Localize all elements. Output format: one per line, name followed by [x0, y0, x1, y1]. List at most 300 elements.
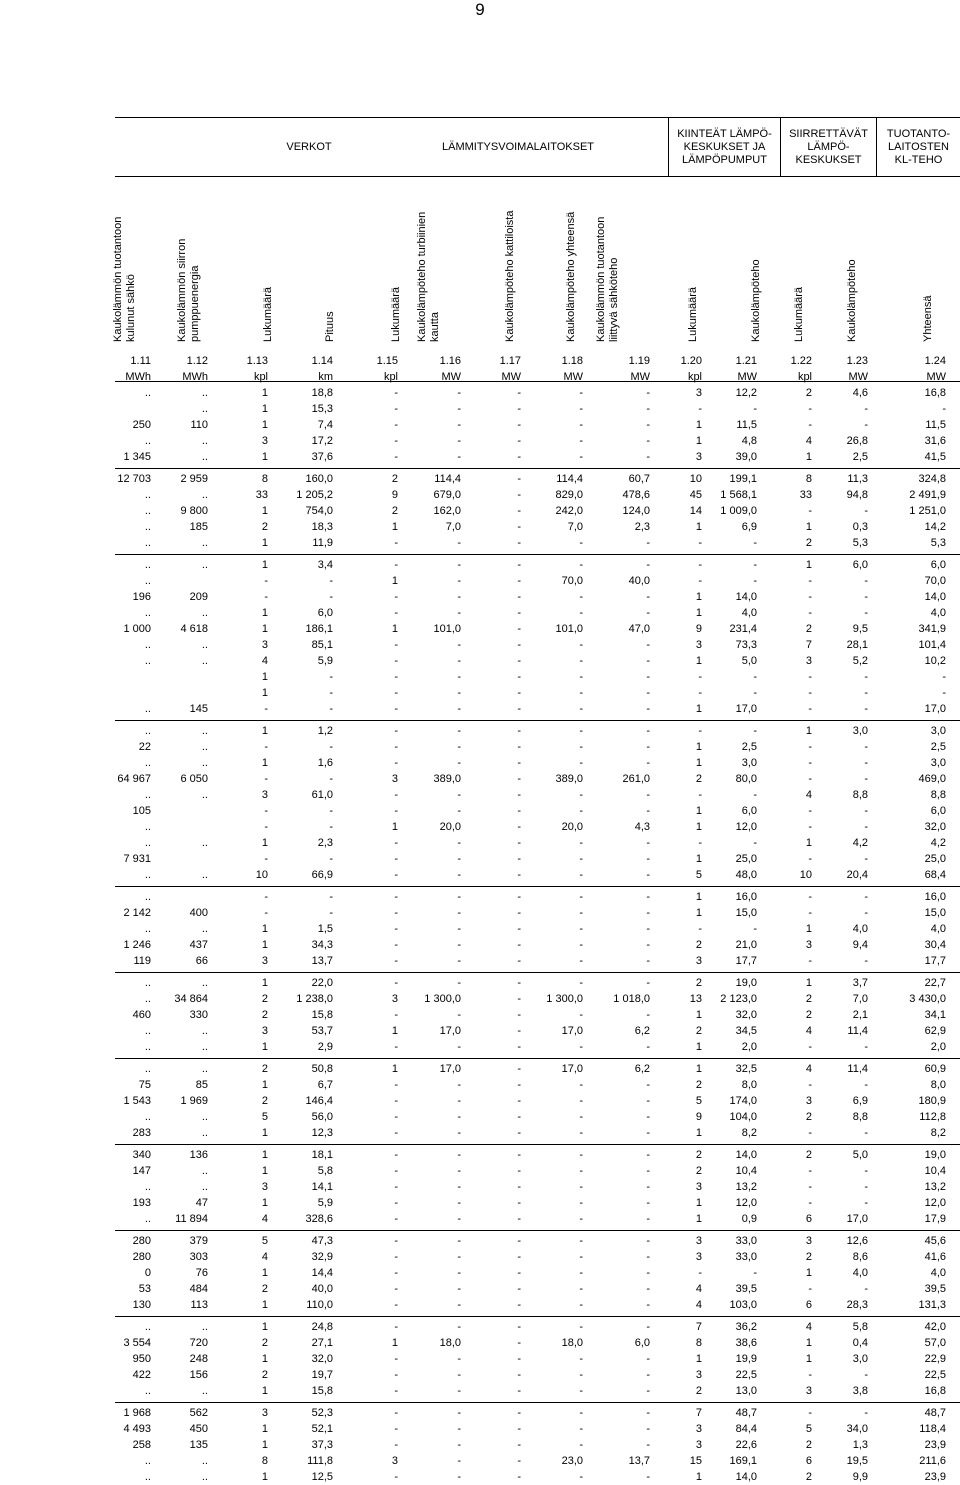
table-cell: 32,0 — [311, 1353, 333, 1365]
table-cell: 3 430,0 — [909, 993, 946, 1005]
table-cell: - — [517, 923, 521, 935]
table-cell: - — [394, 639, 398, 651]
table-cell: - — [517, 1439, 521, 1451]
table-cell: 76 — [195, 1267, 208, 1279]
table-cell: - — [864, 1181, 868, 1193]
table-cell: - — [517, 505, 521, 517]
table-cell: - — [579, 869, 583, 881]
table-cell: 80,0 — [735, 773, 757, 785]
table-cell: 283 — [132, 1127, 151, 1139]
table-cell: 23,9 — [924, 1439, 946, 1451]
column-header — [556, 182, 586, 342]
table-cell: 48,7 — [924, 1407, 946, 1419]
column-header — [381, 182, 411, 342]
table-cell: - — [394, 1353, 398, 1365]
table-cell: 13,7 — [628, 1455, 650, 1467]
table-cell: 13,2 — [735, 1181, 757, 1193]
table-cell: 2,5 — [741, 741, 757, 753]
column-header-label: Lukumäärä — [389, 286, 402, 342]
table-cell: 114,4 — [556, 473, 583, 485]
table-cell: - — [579, 403, 583, 415]
table-cell: 22 — [138, 741, 151, 753]
column-unit: kpl — [797, 371, 812, 383]
table-cell: 258 — [132, 1439, 151, 1451]
table-cell: - — [579, 451, 583, 463]
table-row — [0, 755, 960, 771]
table-cell: 47,3 — [311, 1235, 333, 1247]
table-cell: - — [864, 757, 868, 769]
table-cell: 950 — [132, 1353, 151, 1365]
table-cell: - — [264, 891, 268, 903]
table-cell: .. — [201, 607, 208, 619]
table-cell: 2 142 — [123, 907, 151, 919]
table-cell: - — [517, 1063, 521, 1075]
table-row — [0, 653, 960, 669]
table-cell: 1 000 — [123, 623, 151, 635]
table-cell: 280 — [132, 1235, 151, 1247]
table-cell: - — [517, 623, 521, 635]
table-cell: 101,0 — [433, 623, 461, 635]
table-cell: - — [329, 907, 333, 919]
table-cell: 9 800 — [180, 505, 208, 517]
table-cell: 1 251,0 — [909, 505, 946, 517]
table-cell: - — [808, 687, 812, 699]
table-row — [0, 889, 960, 905]
table-cell: - — [646, 419, 650, 431]
table-cell: - — [646, 1197, 650, 1209]
table-cell: - — [646, 939, 650, 951]
table-cell: .. — [144, 639, 151, 651]
table-cell: 33,0 — [735, 1235, 757, 1247]
table-cell: 1 — [695, 1213, 702, 1225]
table-cell: - — [646, 591, 650, 603]
table-cell: 15,8 — [311, 1385, 333, 1397]
table-cell: - — [457, 805, 461, 817]
table-cell: - — [457, 757, 461, 769]
table-cell: 14,2 — [924, 521, 946, 533]
table-cell: 14 — [689, 505, 702, 517]
table-row — [0, 637, 960, 653]
table-cell: - — [394, 1127, 398, 1139]
table-cell: - — [394, 1321, 398, 1333]
table-cell: - — [394, 607, 398, 619]
table-cell: - — [646, 435, 650, 447]
column-code: 1.16 — [439, 355, 461, 367]
table-cell: - — [517, 1197, 521, 1209]
table-cell: 1 — [261, 923, 268, 935]
table-cell: - — [517, 1181, 521, 1193]
table-cell: .. — [144, 435, 151, 447]
table-cell: 1 018,0 — [613, 993, 650, 1005]
table-cell: - — [579, 955, 583, 967]
table-cell: - — [329, 575, 333, 587]
table-cell: - — [864, 1041, 868, 1053]
table-cell: 1 — [695, 703, 702, 715]
table-cell: 119 — [133, 955, 151, 967]
table-cell: 1 — [805, 521, 812, 533]
table-cell: 180,9 — [918, 1095, 946, 1107]
table-cell: - — [579, 1079, 583, 1091]
table-cell: 4 — [805, 1025, 812, 1037]
table-cell: - — [579, 639, 583, 651]
table-row — [0, 1405, 960, 1421]
table-cell: 1 — [261, 977, 268, 989]
table-cell: 105 — [132, 805, 151, 817]
table-cell: 8,8 — [930, 789, 946, 801]
table-cell: 41,5 — [924, 451, 946, 463]
table-cell: - — [646, 655, 650, 667]
table-cell: 1 543 — [123, 1095, 151, 1107]
table-cell: 1 — [261, 1079, 268, 1091]
table-cell: - — [864, 773, 868, 785]
table-cell: 2 — [391, 505, 398, 517]
table-cell: 8 — [805, 473, 812, 485]
table-cell: 2,1 — [852, 1009, 868, 1021]
table-cell: 33 — [799, 489, 812, 501]
table-cell: - — [517, 1251, 521, 1263]
table-cell: .. — [201, 725, 208, 737]
table-cell: .. — [144, 607, 151, 619]
page-number: 9 — [475, 0, 485, 19]
table-cell: .. — [144, 757, 151, 769]
table-row — [0, 1297, 960, 1313]
table-cell: 135 — [189, 1439, 208, 1451]
table-cell: 73,3 — [735, 639, 757, 651]
table-cell: 4,0 — [930, 607, 946, 619]
table-cell: - — [517, 1095, 521, 1107]
table-cell: .. — [144, 923, 151, 935]
table-cell: - — [457, 687, 461, 699]
table-cell: 1 — [261, 559, 268, 571]
table-cell: 185 — [189, 521, 208, 533]
table-cell: 4 — [261, 655, 268, 667]
table-cell: - — [517, 1267, 521, 1279]
table-cell: 42,0 — [924, 1321, 946, 1333]
table-cell: 3,0 — [930, 757, 946, 769]
table-cell: - — [579, 1111, 583, 1123]
table-row — [0, 535, 960, 551]
table-cell: 9,9 — [852, 1471, 868, 1483]
table-cell: .. — [144, 703, 151, 715]
table-cell: - — [646, 639, 650, 651]
table-cell: 26,8 — [846, 435, 868, 447]
group-label: VERKOT — [286, 140, 332, 153]
table-cell: 2 — [261, 993, 268, 1005]
table-cell: 22,6 — [735, 1439, 757, 1451]
table-cell: - — [646, 703, 650, 715]
table-cell: 66,9 — [311, 869, 333, 881]
table-cell: - — [579, 1041, 583, 1053]
table-cell: 2 — [261, 1063, 268, 1075]
table-cell: 437 — [189, 939, 208, 951]
table-cell: - — [517, 1369, 521, 1381]
table-cell: 2 — [805, 1471, 812, 1483]
table-cell: - — [646, 607, 650, 619]
table-cell: - — [457, 451, 461, 463]
table-cell: 40,0 — [311, 1283, 333, 1295]
table-cell: 2,9 — [317, 1041, 333, 1053]
table-cell: - — [942, 671, 946, 683]
table-row — [0, 867, 960, 883]
table-cell: 1,2 — [317, 725, 333, 737]
table-cell: - — [646, 1149, 650, 1161]
table-cell: 303 — [189, 1251, 208, 1263]
table-cell: 174,0 — [729, 1095, 757, 1107]
table-cell: 10 — [799, 869, 812, 881]
table-cell: 7 — [695, 1407, 702, 1419]
column-unit: kpl — [687, 371, 702, 383]
table-cell: - — [457, 1283, 461, 1295]
table-row — [0, 503, 960, 519]
table-cell: 9,4 — [852, 939, 868, 951]
table-cell: - — [808, 671, 812, 683]
table-cell: - — [457, 1251, 461, 1263]
table-cell: .. — [201, 1041, 208, 1053]
table-cell: - — [579, 387, 583, 399]
table-cell: - — [457, 725, 461, 737]
table-cell: 14,4 — [311, 1267, 333, 1279]
table-cell: 33 — [255, 489, 268, 501]
table-cell: 2 — [805, 993, 812, 1005]
table-cell: 160,0 — [305, 473, 333, 485]
table-cell: - — [264, 575, 268, 587]
table-cell: 1 — [261, 607, 268, 619]
table-cell: 1 — [695, 591, 702, 603]
table-cell: - — [457, 655, 461, 667]
table-cell: - — [579, 1283, 583, 1295]
table-cell: 12 703 — [117, 473, 151, 485]
table-cell: 3 — [805, 1095, 812, 1107]
table-cell: - — [394, 591, 398, 603]
table-cell: 1 — [261, 451, 268, 463]
table-cell: 6,2 — [634, 1063, 650, 1075]
table-cell: - — [457, 789, 461, 801]
table-cell: 2 — [805, 1111, 812, 1123]
column-header-label: Kaukolämpöteho — [845, 259, 858, 342]
table-cell: 9 — [695, 623, 702, 635]
table-cell: - — [864, 1283, 868, 1295]
code-row — [0, 353, 960, 369]
table-cell: - — [646, 1439, 650, 1451]
table-cell: - — [646, 977, 650, 989]
table-cell: - — [646, 853, 650, 865]
table-cell: 2,0 — [741, 1041, 757, 1053]
table-cell: - — [579, 559, 583, 571]
table-cell: 340 — [132, 1149, 151, 1161]
table-cell: 4 — [805, 789, 812, 801]
table-cell: 20,0 — [439, 821, 461, 833]
table-cell: - — [394, 837, 398, 849]
table-cell: 7 — [805, 639, 812, 651]
table-cell: 6 — [805, 1455, 812, 1467]
table-cell: - — [864, 1127, 868, 1139]
table-cell: 3,0 — [930, 725, 946, 737]
table-cell: - — [517, 687, 521, 699]
table-row — [0, 1383, 960, 1399]
table-cell: 7 931 — [123, 853, 151, 865]
table-cell: 5 — [805, 1423, 812, 1435]
table-cell: 4,0 — [930, 1267, 946, 1279]
table-cell: - — [517, 451, 521, 463]
table-cell: .. — [201, 655, 208, 667]
table-cell: 17,0 — [924, 703, 946, 715]
table-cell: 62,9 — [924, 1025, 946, 1037]
table-cell: - — [457, 1041, 461, 1053]
table-cell: 130 — [132, 1299, 151, 1311]
table-cell: 104,0 — [729, 1111, 757, 1123]
table-cell: 1 — [261, 505, 268, 517]
table-cell: 6,9 — [852, 1095, 868, 1107]
table-cell: - — [394, 1385, 398, 1397]
table-cell: - — [264, 773, 268, 785]
table-cell: 1 — [261, 1353, 268, 1365]
table-cell: 15 — [689, 1455, 702, 1467]
column-unit: MW — [563, 371, 583, 383]
table-cell: - — [517, 1299, 521, 1311]
table-cell: 1 — [261, 1267, 268, 1279]
table-cell: .. — [201, 1111, 208, 1123]
table-cell: 1 — [805, 1267, 812, 1279]
table-cell: - — [646, 1041, 650, 1053]
table-row — [0, 1109, 960, 1125]
table-cell: 4,0 — [852, 1267, 868, 1279]
column-header-label: Kaukolämpöteho turbiinien kautta — [416, 211, 441, 342]
table-cell: 9 — [391, 489, 398, 501]
table-cell: 5,8 — [852, 1321, 868, 1333]
table-cell: - — [808, 773, 812, 785]
table-cell: - — [457, 907, 461, 919]
table-cell: - — [808, 591, 812, 603]
table-cell: 17,0 — [846, 1213, 868, 1225]
table-cell: - — [394, 1267, 398, 1279]
table-cell: 1 — [261, 725, 268, 737]
table-cell: 6,0 — [930, 559, 946, 571]
table-cell: - — [646, 1321, 650, 1333]
table-cell: 145 — [189, 703, 208, 715]
table-cell: - — [579, 1471, 583, 1483]
table-cell: - — [646, 907, 650, 919]
table-cell: - — [579, 1385, 583, 1397]
table-cell: - — [457, 1299, 461, 1311]
table-cell: 2 — [695, 773, 702, 785]
table-cell: 4,2 — [930, 837, 946, 849]
table-cell: 162,0 — [433, 505, 461, 517]
table-cell: 324,8 — [918, 473, 946, 485]
table-cell: 1 — [805, 559, 812, 571]
table-cell: .. — [144, 1025, 151, 1037]
table-cell: 17,0 — [735, 703, 757, 715]
table-cell: 18,1 — [311, 1149, 333, 1161]
table-cell: - — [517, 671, 521, 683]
table-cell: 22,5 — [735, 1369, 757, 1381]
table-cell: 5,0 — [741, 655, 757, 667]
table-cell: - — [264, 741, 268, 753]
table-cell: 1 568,1 — [720, 489, 757, 501]
table-cell: - — [579, 1127, 583, 1139]
table-cell: - — [517, 939, 521, 951]
table-cell: - — [646, 891, 650, 903]
table-cell: .. — [201, 559, 208, 571]
table-row — [0, 1319, 960, 1335]
table-cell: - — [394, 939, 398, 951]
table-cell: 8,2 — [741, 1127, 757, 1139]
table-cell: .. — [201, 489, 208, 501]
table-cell: 720 — [189, 1337, 208, 1349]
table-cell: 15,0 — [735, 907, 757, 919]
table-cell: - — [457, 1149, 461, 1161]
table-cell: 4 — [695, 1299, 702, 1311]
table-cell: - — [517, 419, 521, 431]
table-cell: .. — [144, 1455, 151, 1467]
table-row — [0, 1211, 960, 1227]
table-cell: 11,3 — [847, 473, 868, 485]
table-cell: - — [579, 703, 583, 715]
column-code: 1.15 — [376, 355, 398, 367]
table-cell: - — [646, 805, 650, 817]
table-cell: - — [517, 607, 521, 619]
table-cell: 18,0 — [561, 1337, 583, 1349]
table-cell: 4 — [261, 1251, 268, 1263]
table-cell: - — [394, 757, 398, 769]
table-cell: - — [457, 387, 461, 399]
table-cell: - — [808, 821, 812, 833]
table-cell: - — [646, 1111, 650, 1123]
table-cell: 3 — [695, 451, 702, 463]
table-cell: 1 — [695, 419, 702, 431]
table-cell: - — [394, 1213, 398, 1225]
table-cell: 3 — [695, 1235, 702, 1247]
table-cell: - — [753, 923, 757, 935]
table-cell: - — [457, 1321, 461, 1333]
table-cell: - — [457, 403, 461, 415]
table-cell: 19,0 — [924, 1149, 946, 1161]
table-cell: - — [394, 869, 398, 881]
table-cell: - — [864, 505, 868, 517]
table-cell: 4,0 — [852, 923, 868, 935]
table-cell: - — [808, 1041, 812, 1053]
table-cell: 19,0 — [735, 977, 757, 989]
table-cell: - — [753, 671, 757, 683]
table-row — [0, 1061, 960, 1077]
table-cell: 13,7 — [311, 955, 333, 967]
table-row — [0, 1195, 960, 1211]
table-row — [0, 471, 960, 487]
table-cell: - — [329, 853, 333, 865]
table-cell: 56,0 — [311, 1111, 333, 1123]
table-cell: 1 — [261, 671, 268, 683]
table-cell: 2 123,0 — [720, 993, 757, 1005]
table-cell: - — [646, 955, 650, 967]
table-row — [0, 1265, 960, 1281]
table-cell: 2 — [695, 1079, 702, 1091]
table-cell: 11 894 — [175, 1213, 208, 1225]
table-cell: 5,8 — [317, 1165, 333, 1177]
table-cell: - — [517, 1321, 521, 1333]
table-cell: 8,2 — [930, 1127, 946, 1139]
table-cell: 1 — [391, 1025, 398, 1037]
table-cell: 1 — [261, 1423, 268, 1435]
table-cell: 1 — [261, 687, 268, 699]
column-header-label: Lukumäärä — [686, 286, 699, 342]
table-cell: 0 — [144, 1267, 151, 1279]
table-cell: - — [517, 1385, 521, 1397]
table-cell: 15,0 — [924, 907, 946, 919]
table-cell: .. — [144, 1111, 151, 1123]
column-header-label: Kaukolämpöteho — [749, 259, 762, 342]
table-cell: 1 — [805, 1337, 812, 1349]
table-cell: 1 246 — [123, 939, 151, 951]
table-cell: 22,7 — [924, 977, 946, 989]
